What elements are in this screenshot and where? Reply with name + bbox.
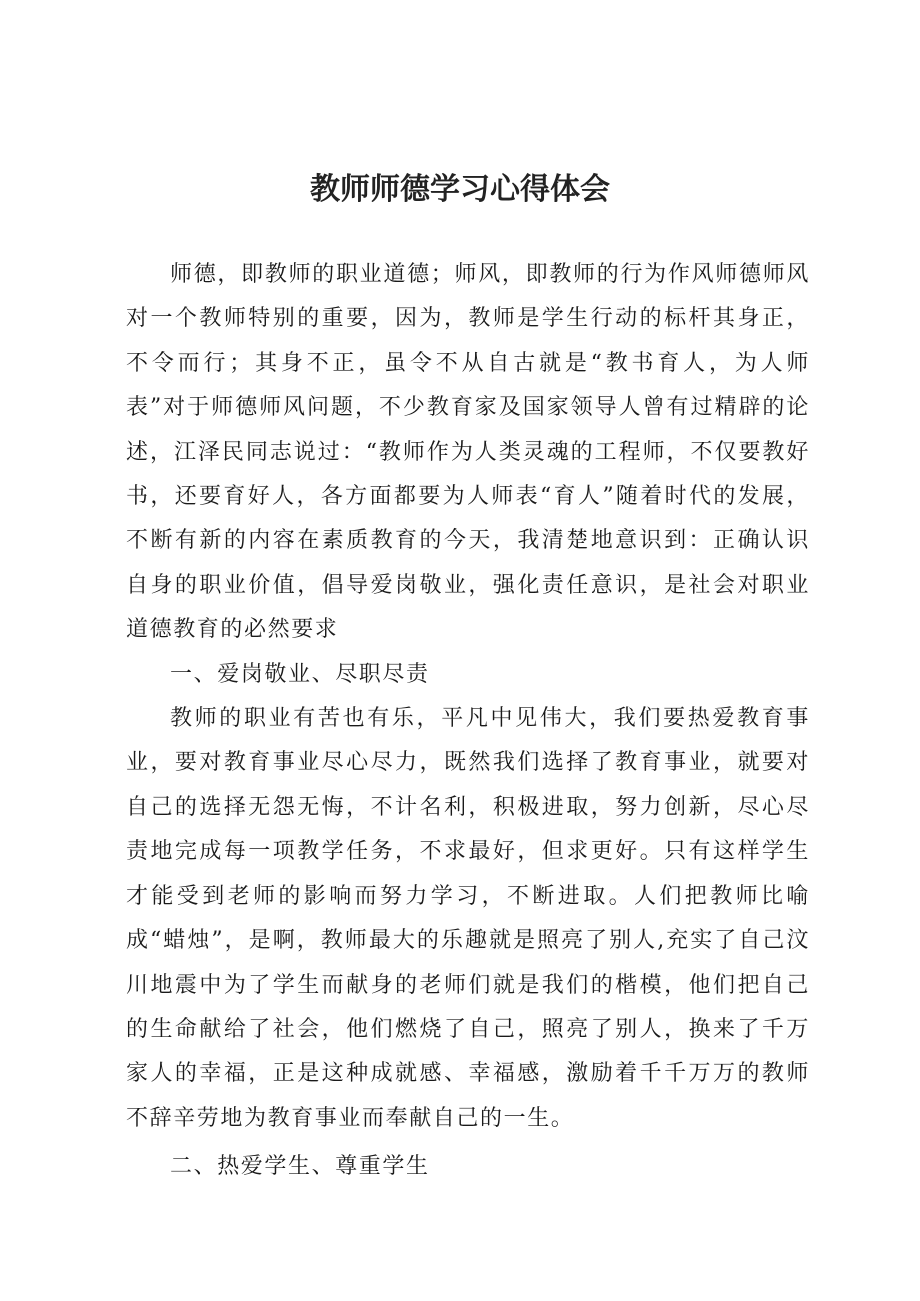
- paragraph-section-1: 教师的职业有苦也有乐，平凡中见伟大，我们要热爱教育事业，要对教育事业尽心尽力，既然我们选择了教育事业，就要对自己的选择无怨无悔，不计名利，积极进取，努力创新，尽心尽责地完成每一项教学任务，不求最好，但求更好。只有这样学生才能受到老师的影响而努力学习，不断进取。人们把教师比喻成“蜡烛”，是啊，教师最大的乐趣就是照亮了别人,充实了自己汶川地震中为了学生而献身的老师们就是我们的楷模，他们把自己的生命献给了社会，他们燃烧了自己，照亮了别人，换来了千万家人的幸福，正是这种成就感、幸福感，激励着千千万万的教师不辞辛劳地为教育事业而奉献自己的一生。: [126, 706, 810, 1131]
- section-heading-2: 二、热爱学生、尊重学生: [170, 1154, 430, 1180]
- document-title: 教师师德学习心得体会: [310, 172, 610, 207]
- document-body: [126, 253, 810, 1190]
- section-heading-1: 一、爱岗敬业、尽职尽责: [170, 661, 430, 687]
- paragraph-intro: 师德，即教师的职业道德；师风，即教师的行为作风师德师风对一个教师特别的重要，因为，教师是学生行动的标杆其身正，不令而行；其身不正，虽令不从自古就是“教书育人，为人师表”对于师德师风问题，不少教育家及国家领导人曾有过精辟的论述，江泽民同志说过：“教师作为人类灵魂的工程师，不仅要教好书，还要育好人，各方面都要为人师表“育人”随着时代的发展，不断有新的内容在素质教育的今天，我清楚地意识到：正确认识自身的职业价值，倡导爱岗敬业，强化责任意识，是社会对职业道德教育的必然要求: [126, 262, 810, 643]
